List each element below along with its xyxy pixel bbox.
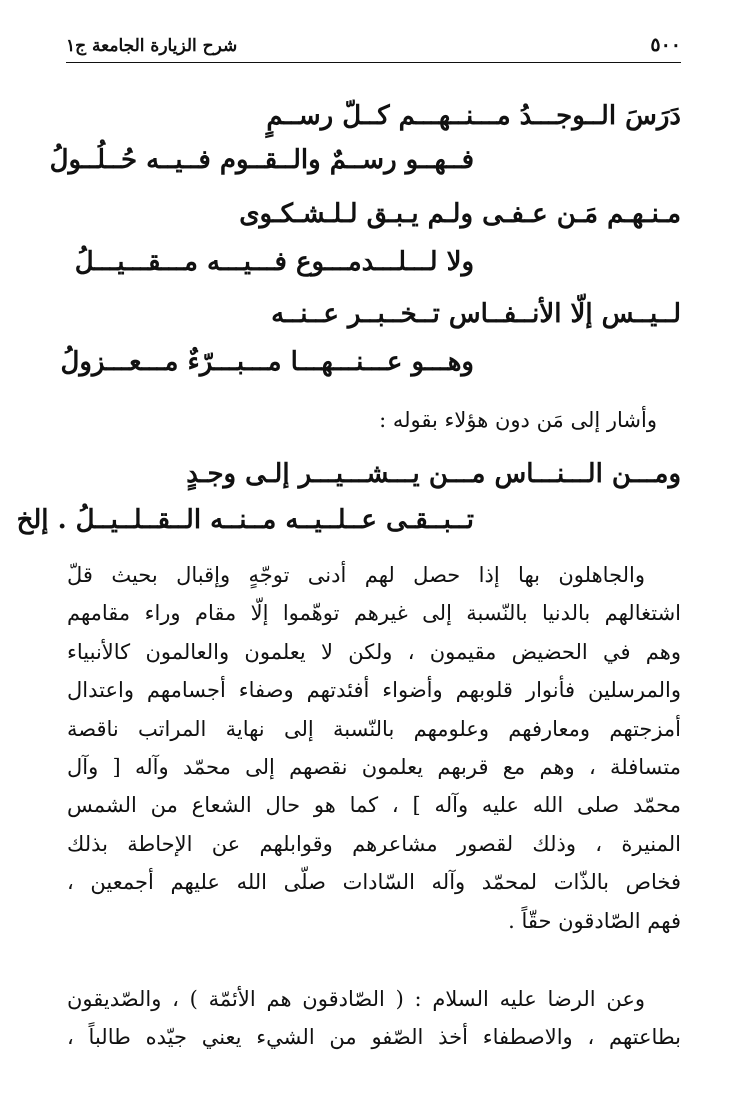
page-header	[66, 30, 681, 56]
paragraph-line: والجاهلون بها إذا حصل لهم أدنى توجّهٍ وإقبال بحيث قلّ	[67, 563, 645, 587]
intro-line: وأشار إلى مَن دون هؤلاء بقوله :	[379, 408, 657, 432]
poem-verse-1b: فــهــو رســمٌ والــقــوم فــيــه حُــلُــولُ	[49, 145, 474, 175]
paragraph-line: محمّد صلى الله عليه وآله ] ، كما هو حال الشعاع من الشمس	[67, 793, 681, 818]
paragraph-line: بطاعتهم ، والاصطفاء أخذ الصّفو من الشيء يعني جيّده طالباً ،	[67, 1025, 681, 1050]
page-number: ٥٠٠	[650, 34, 681, 56]
paragraph-line: أمزجتهم ومعارفهم وعلومهم بالنّسبة إلى نهاية المراتب ناقصة	[67, 716, 681, 741]
paragraph-line: المنيرة ، وذلك لقصور مشاعرهم وقوابلهم عن الإحاطة بذلك	[67, 831, 681, 856]
paragraph-line: فهم الصّادقون حقّاً .	[508, 908, 681, 933]
poem-verse-3a: لــيــس إلّا الأنــفــاس تــخــبــر عــنــه	[271, 299, 681, 329]
header-rule	[66, 62, 681, 63]
paragraph-line: اشتغالهم بالدنيا بالنّسبة إلى غيرهم توهّموا إلّا مقام وراء مقامهم	[67, 601, 681, 626]
poem-verse-3b: وهـــو عـــنـــهـــا مـــبـــرّءٌ مـــعـــزولُ	[60, 347, 474, 377]
poem-verse-2a: مـنـهـم مَـن عـفـى ولـم يـبـق لـلـشـكـوى	[239, 199, 681, 229]
running-title: شرح الزيارة الجامعة ج١	[66, 36, 238, 56]
paragraph-line: وعن الرضا عليه السلام : ( الصّادقون هم الأئمّة ) ، والصّديقون	[67, 987, 645, 1011]
paragraph-2	[67, 980, 681, 1057]
poem-verse-4b: تــبــقـى عــلــيــه مــنــه الــقــلــيــلُ . إلخ	[16, 505, 474, 535]
poem-verse-1a: دَرَسَ الــوجـــدُ مـــنــهـــم كــلّ رســمٍ	[266, 101, 681, 131]
paragraph-line: فخاص بالذّات لمحمّد وآله السّادات صلّى الله عليهم أجمعين ،	[67, 870, 681, 895]
paragraph-line: وهم في الحضيض مقيمون ، ولكن لا يعلمون والعالمون كالأنبياء	[67, 639, 681, 664]
poem-verse-4a: ومـــن الـــنـــاس مـــن يـــشـــيـــر إلـى وجـدٍ	[186, 459, 681, 489]
paragraph-line: متسافلة ، وهم مع قربهم يعلمون نقصهم إلى محمّد وآله [ وآل	[67, 755, 681, 780]
paragraph-1	[67, 556, 681, 940]
poem-verse-2b: ولا لـــلـــدمـــوع فـــيـــه مـــقـــيـــلُ	[74, 247, 474, 277]
paragraph-line: والمرسلين فأنوار قلوبهم وأضواء أفئدتهم وصفاء أجسامهم واعتدال	[67, 678, 681, 703]
